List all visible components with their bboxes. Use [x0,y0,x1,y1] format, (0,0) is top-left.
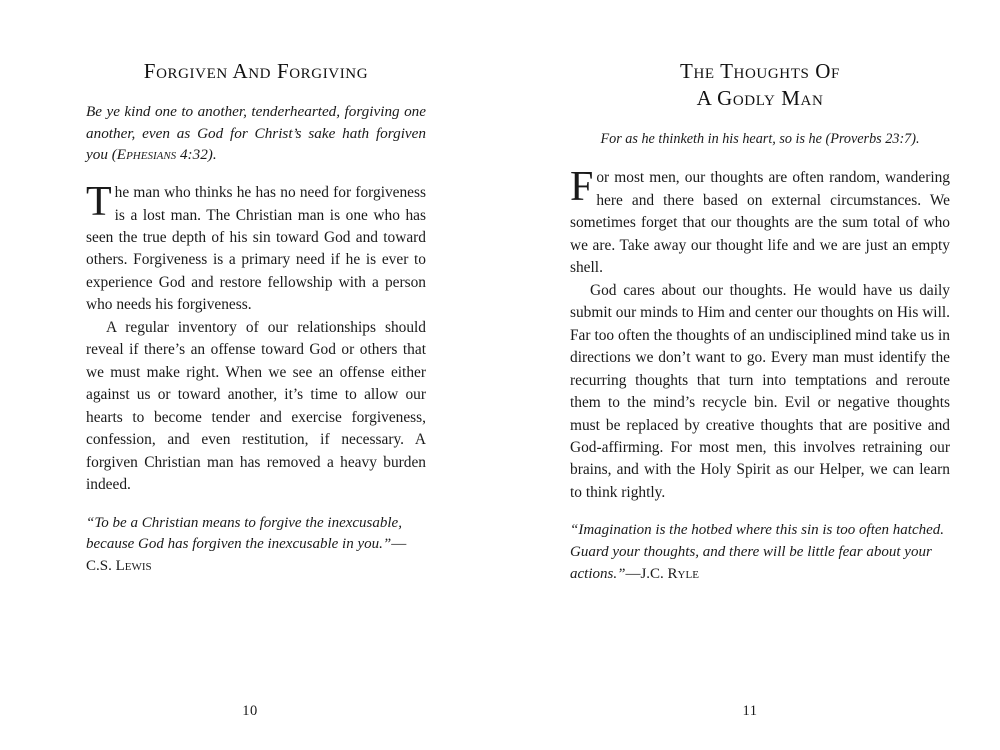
right-page-content [570,58,950,585]
left-scripture-verse [86,101,426,166]
right-verse-reference-book: Proverbs [830,130,882,147]
right-dropcap: F [570,164,594,211]
left-page-number: 10 [242,703,258,719]
right-verse-ref-open: ( [825,130,831,147]
left-verse-text: Be ye kind one to another, tenderhearted, forgiving one another, even as God for Christ’s sake hath forgiven you [86,103,426,164]
right-chapter-title-line-1: The Thoughts Of [680,59,840,83]
right-chapter-title [570,58,950,113]
left-quote-attribution-name: Lewis [115,558,152,574]
left-page-content [86,58,426,578]
left-chapter-title: Forgiven And Forgiving [143,59,369,83]
right-scripture-verse [570,129,950,150]
right-verse-reference-rest: 23:7). [881,130,920,147]
left-quote-text: “To be a Christian means to forgive the inexcusable, because God has forgiven the inexcusable in you.” [86,514,402,553]
left-verse-reference: (Ephesians 4:32). [111,146,217,164]
left-pull-quote [86,513,426,578]
right-quote-attribution-name: Ryle [667,565,699,582]
right-verse-text: For as he thinketh in his heart, so is he [600,130,826,147]
right-quote-attribution-dash: —J.C. [625,565,668,582]
right-paragraph-2: God cares about our thoughts. He would have us daily submit our minds to Him and center our thoughts on His will. Far too often the thoughts of an undisciplined mind take us in directions we don’t want to go. Every man must identify the recurring thoughts that turn into temptations and reroute them to the mind’s recycle bin. Evil or negative thoughts must be replaced by creative thoughts that are positive and God-affirming. For most men, this involves retraining our brains, and with the Holy Spirit as our Helper, we can learn to think rightly. [570,281,950,501]
left-quote-attribution-dash: —C.S. [86,536,407,574]
right-quote-text: “Imagination is the hotbed where this sin is too often hatched. Guard your thoughts, and there will be little fear about your actions.” [570,522,945,582]
left-paragraph-1-text: he man who thinks he has no need for forgiveness is a lost man. The Christian man is one who has seen the true depth of his sin toward God and toward others. Forgiveness is a primary need if he is ever to experience God and restore fellowship with a person who needs his forgiveness. [86,184,426,314]
left-paragraph-2: A regular inventory of our relationships should reveal if there’s an offense toward God or others that we must make right. When we see an offense either against us or toward another, it’s time to allow our hearts to become tender and exercise forgiveness, confession, and even restitution, if necessary. A forgiven Christian man has removed a heavy burden indeed. [86,318,426,494]
left-dropcap: T [86,179,112,226]
right-chapter-title-line-2: A Godly Man [696,86,824,111]
right-paragraph-1 [570,164,950,279]
right-page [500,0,1000,750]
right-paragraph-1-text: or most men, our thoughts are often random, wandering here and there based on external circumstances. We sometimes forget that our thoughts are the sum total of who we are. Take away our thought life and we are just an empty shell. [570,169,950,277]
left-paragraph-1 [86,179,426,317]
right-pull-quote [570,520,950,585]
right-page-number: 11 [742,703,758,719]
